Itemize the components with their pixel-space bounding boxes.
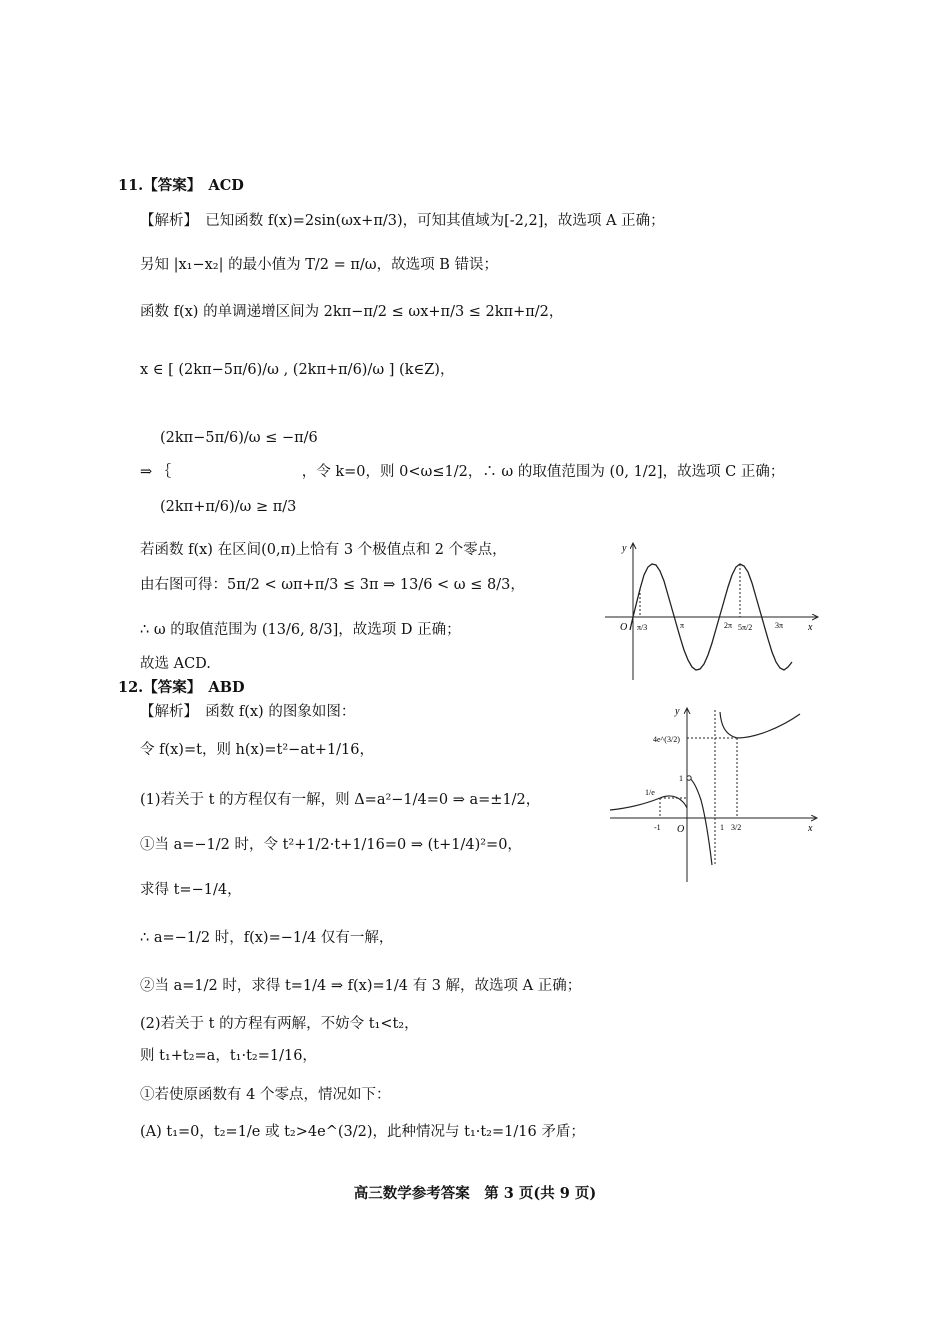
q12-line-6: ∴ a=−1/2 时，f(x)=−1/4 仅有一解， [140,930,394,946]
q12-line-8: (2)若关于 t 的方程有两解，不妨令 t₁<t₂， [140,1016,419,1032]
q11-header: 11.【答案】 ACD [118,177,244,194]
fig2-y-label: y [675,706,680,717]
fig2-tick-neg1: -1 [654,823,661,832]
q11-line-1: 【解析】 已知函数 f(x)=2sin(ωx+π/3)，可知其值域为[-2,2]，故选项 A 正确； [140,213,665,229]
q11-line-8: 若函数 f(x) 在区间(0,π)上恰有 3 个极值点和 2 个零点， [140,542,507,558]
q12-line-7: ②当 a=1/2 时，求得 t=1/4 ⇒ f(x)=1/4 有 3 解，故选项 A 正确； [140,978,582,994]
open-point-1 [687,776,691,780]
middle-branch-curve [689,778,712,865]
q12-line-1: 【解析】 函数 f(x) 的图象如图： [140,704,356,720]
fig2-tick-1y: 1 [679,774,683,783]
q11-line-11: 故选 ACD. [140,656,211,672]
q12-line-11: (A) t₁=0，t₂=1/e 或 t₂>4e^(3/2)，此种情况与 t₁·t₂=1/16 矛盾； [140,1124,585,1140]
fig2-tick-1e: 1/e [645,788,655,797]
q12-line-9: 则 t₁+t₂=a，t₁·t₂=1/16， [140,1048,317,1064]
q12-line-10: ①若使原函数有 4 个零点，情况如下： [140,1087,391,1103]
fig1-tick-2pi: 2π [724,621,733,630]
q12-line-3: (1)若关于 t 的方程仅有一解，则 Δ=a²−1/4=0 ⇒ a=±1/2， [140,792,541,808]
q11-line-10: ∴ ω 的取值范围为 (13/6, 8/3]，故选项 D 正确； [140,622,461,638]
q11-line-4: x ∈ [ (2kπ−5π/6)/ω , (2kπ+π/6)/ω ] (k∈Z)， [140,362,455,378]
fig1-x-label: x [808,622,813,633]
fig2-tick-1: 1 [720,823,724,832]
fig2-tick-4e: 4e^(3/2) [653,735,680,744]
left-branch-curve [610,796,687,810]
fx-graph-figure [605,700,830,885]
fig1-tick-pi3: π/3 [637,623,648,632]
fig1-origin: O [620,622,628,633]
q12-line-2: 令 f(x)=t，则 h(x)=t²−at+1/16， [140,742,375,758]
fig1-tick-pi: π [680,621,685,630]
q12-header: 12.【答案】 ABD [118,679,245,696]
fig2-tick-32: 3/2 [731,823,742,832]
q11-line-3: 函数 f(x) 的单调递增区间为 2kπ−π/2 ≤ ωx+π/3 ≤ 2kπ+π/2， [140,304,564,320]
q11-line-9: 由右图可得：5π/2 < ωπ+π/3 ≤ 3π ⇒ 13/6 < ω ≤ 8/3， [140,577,525,593]
q11-line-5: (2kπ−5π/6)/ω ≤ −π/6 [160,430,318,446]
fig1-tick-3pi: 3π [775,621,784,630]
fig2-x-label: x [808,823,813,834]
fig1-tick-5pi2: 5π/2 [738,623,753,632]
fig2-origin: O [677,824,685,835]
page-footer: 高三数学参考答案 第 3 页(共 9 页) [353,1185,597,1202]
sine-graph-figure [600,535,830,685]
right-branch-curve [720,712,800,738]
q11-line-6: ⇒ ｛ ，令 k=0，则 0<ω≤1/2，∴ ω 的取值范围为 (0, 1/2]，故选项 C 正确； [140,464,785,480]
q12-line-5: 求得 t=−1/4， [140,882,242,898]
q11-line-7: (2kπ+π/6)/ω ≥ π/3 [160,499,297,515]
q11-line-2: 另知 |x₁−x₂| 的最小值为 T/2 = π/ω，故选项 B 错误； [140,257,498,273]
fig1-y-label: y [622,543,627,554]
q12-line-4: ①当 a=−1/2 时，令 t²+1/2·t+1/16=0 ⇒ (t+1/4)²=0， [140,837,522,853]
